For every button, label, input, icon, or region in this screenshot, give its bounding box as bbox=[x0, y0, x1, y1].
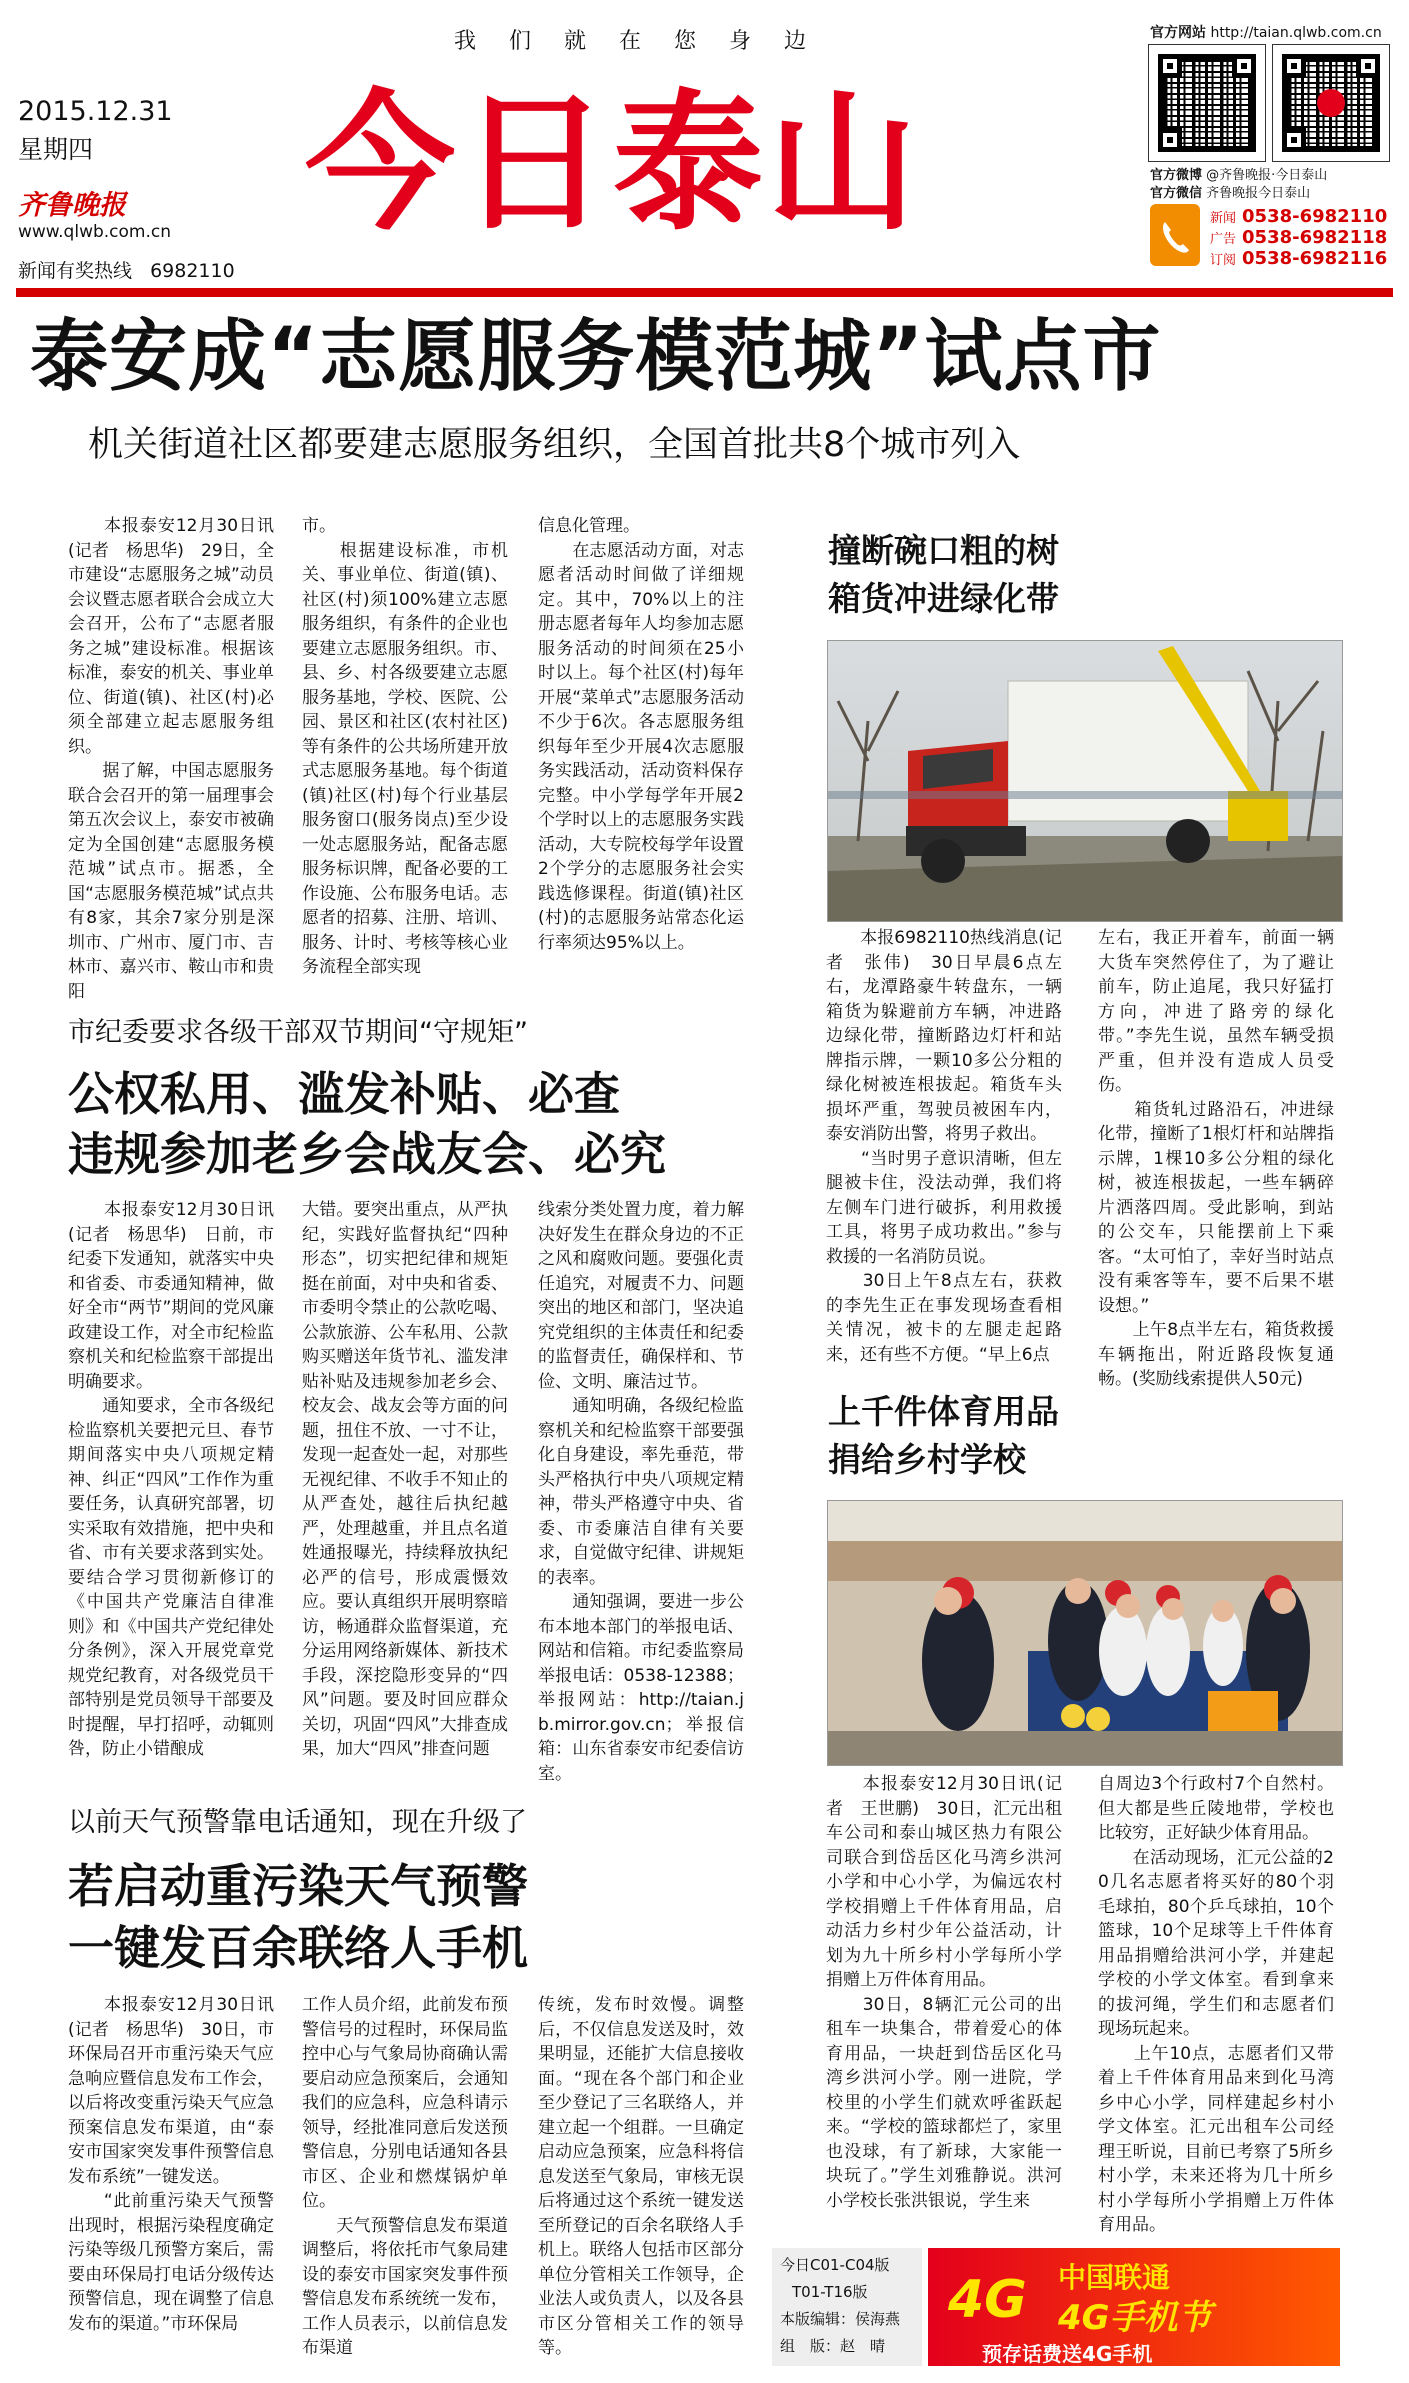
phone-list bbox=[1210, 207, 1387, 270]
discipline-column-3: 线索分类处置力度，着力解决好发生在群众身边的不正之风和腐败问题。要强化责任追究，对履责不力、问题突出的地区和部门，坚决追究党组织的主体责任和纪委的监督责任，确保样和、节俭、文明、廉洁过节。 通知明确，各级纪检监察机关和纪检监察干部要强化自身建设，率先垂范，带头严格执行中央八项规定精神，带头严格遵守中央、省委、市委廉洁自律有关要求，自觉做守纪律、讲规矩的表率。 通知强调，要进一步公布本地本部门的举报电话、网站和信箱。市纪委监察局举报电话：0538-12388；举报网站：http://taian.jb.mirror.gov.cn；举报信箱：山东省泰安市纪委信访室。 bbox=[538, 1200, 744, 1784]
weather-column-2: 工作人员介绍，此前发布预警信号的过程时，环保局监控中心与气象局协商确认需要启动应急预案后，会通知我们的应急科，应急科请示领导，经批准同意后发送预警信息，分别电话通知各县市区、企业和燃煤锅炉单位。 天气预警信息发布渠道调整后，将依托市气象局建设的泰安市国家突发事件预警信息发布系统统一发布，工作人员表示，以前信息发布渠道 bbox=[302, 1995, 508, 2358]
sports-column-1: 本报泰安12月30日讯(记者 王世鹏) 30日，汇元出租车公司和泰山城区热力有限公司联合到岱岳区化马湾乡洪河小学和中心小学，为偏远农村学校捐赠上千件体育用品，启动活力乡村少年公益活动，计划为九十所乡村小学每所小学捐赠上万件体育用品。 30日，8辆汇元公司的出租车一块集合，带着爱心的体育用品，一块赶到岱岳区化马湾乡洪河小学。刚一进院，学校里的小学生们就欢呼雀跃起来。“学校的篮球都烂了，家里也没球，有了新球，大家能一块玩了。”学生刘雅静说。洪河小学校长张洪银说，学生来 bbox=[826, 1774, 1062, 2211]
unicom-ad[interactable] bbox=[928, 2248, 1340, 2366]
ad-sub-text: 预存话费送4G手机 bbox=[982, 2342, 1153, 2366]
weather-column-3: 传统，发布时效慢。调整后，不仅信息发送及时，效果明显，还能扩大信息接收面。“现在各个部门和企业至少登记了三名联络人，并建立起一个组群。一旦确定启动应急预案，应急科将信息发送至气象局，审核无误后将通过这个系统一键发送至所登记的百余名联络人手机上。联络人包括市区部分单位分管相关工作领导，企业法人或负责人，以及各县市区分管相关工作的领导等。 bbox=[538, 1995, 744, 2358]
truck-column-2: 左右，我正开着车，前面一辆大货车突然停住了，为了避让前车，防止追尾，我只好猛打方向，冲进了路旁的绿化带。”李先生说，虽然车辆受损严重，但并没有造成人员受伤。 箱货轧过路沿石，冲进绿化带，撞断了1根灯杆和站牌指示牌，1棵10多公分粗的绿化树，被连根拔起，一些车辆碎片洒落四周。受此影响，到站的公交车，只能摆前上下乘客。“太可怕了，幸好当时站点没有乘客等车，要不后果不堪设想。” 上午8点半左右，箱货救援车辆拖出，附近路段恢复通畅。(奖励线索提供人50元) bbox=[1098, 928, 1334, 1389]
weather-headline-1: 若启动重污染天气预警 bbox=[68, 1859, 528, 1913]
qr-code-left bbox=[1148, 44, 1266, 162]
lead-column-2: 市。 根据建设标准，市机关、事业单位、街道(镇)、社区(村)须100%建立志愿服务组织，有条件的企业也要建立志愿服务组织。市、县、乡、村各级要建立志愿服务基地，学校、医院、公园、景区和社区(农村社区)等有条件的公共场所建开放式志愿服务基地。每个街道(镇)社区(村)每个行业基层服务窗口(服务岗点)至少设一处志愿服务站，配备志愿服务标识牌，配备必要的工作设施、公布服务电话。志愿者的招募、注册、培训、服务、计时、考核等核心业务流程全部实现 bbox=[302, 516, 508, 977]
truck-column-1: 本报6982110热线消息(记者 张伟) 30日早晨6点左右，龙潭路豪牛转盘东，一辆箱货为躲避前方车辆，冲进路边绿化带，撞断路边灯杆和站牌指示牌，一颗10多公分粗的绿化树被连根拔起。箱货车头损坏严重，驾驶员被困车内，泰安消防出警，将男子救出。 “当时男子意识清晰，但左腿被卡住，没法动弹，我们将左侧车门进行破拆，利用救援工具，将男子成功救出。”参与救援的一名消防员说。 30日上午8点左右，获救的李先生正在事发现场查看相关情况，被卡的左腿走起路来，还有些不方便。“早上6点 bbox=[826, 928, 1062, 1365]
official-site-url[interactable]: http://taian.qlwb.com.cn bbox=[1210, 25, 1382, 41]
date: 2015.12.31 bbox=[18, 96, 173, 127]
weekday: 星期四 bbox=[18, 135, 94, 164]
weibo-line bbox=[1150, 164, 1327, 183]
weixin-value: 齐鲁晚报今日泰山 bbox=[1206, 186, 1311, 201]
sports-column-2: 自周边3个行政村7个自然村。但大都是些丘陵地带，学校也比较穷，正好缺少体育用品。 在活动现场，汇元公益的20几名志愿者将买好的80个羽毛球拍，80个乒乓球拍，10个篮球，10个足球等上千件体育用品捐赠给洪河小学，并建起学校的小学文体室。看到拿来的拔河绳，学生们和志愿者们现场玩起来。 上午10点，志愿者们又带着上千件体育用品来到化马湾乡中心小学，同样建起乡村小学文体室。汇元出租车公司经理王昕说，目前已考察了5所乡村小学，未来还将为几十所乡村小学每所小学捐赠上万件体育用品。 bbox=[1098, 1774, 1334, 2235]
ad-4g-logo: 4G bbox=[948, 2270, 1027, 2330]
slogan: 我们就在您身边 bbox=[454, 29, 840, 54]
phone-row: 广告 0538-6982118 bbox=[1210, 227, 1388, 248]
truck-photo bbox=[827, 640, 1343, 922]
discipline-headline-2: 违规参加老乡会战友会、必究 bbox=[68, 1127, 666, 1181]
ad-big-text: 4G手机节 bbox=[1058, 2298, 1212, 2338]
edition-editor: 本版编辑：侯海燕 bbox=[780, 2310, 901, 2328]
paper-logo: 齐鲁晚报 bbox=[18, 190, 126, 221]
website: www.qlwb.com.cn bbox=[18, 222, 171, 242]
truck-headline-2: 箱货冲进绿化带 bbox=[828, 579, 1059, 618]
sports-photo bbox=[827, 1500, 1343, 1766]
edition-box bbox=[772, 2248, 922, 2366]
lead-column-3: 信息化管理。 在志愿活动方面，对志愿者活动时间做了详细规定。其中，70%以上的注册志愿者每年人均参加志愿服务活动的时间须在25小时以上。每个社区(村)每年开展“菜单式”志愿服务活动不少于6次。各志愿服务组织每年至少开展4次志愿服务实践活动，活动资料保存完整。中小学每学年开展2个学时以上的志愿服务实践活动，大专院校每学年设置2个学分的志愿服务社会实践选修课程。街道(镇)社区(村)的志愿服务站常态化运行率须达95%以上。 bbox=[538, 516, 744, 953]
masthead: 今日泰山 bbox=[305, 75, 922, 251]
phone-row: 新闻 0538-6982110 bbox=[1210, 206, 1388, 227]
discipline-kicker: 市纪委要求各级干部双节期间“守规矩” bbox=[68, 1017, 528, 1048]
weather-kicker: 以前天气预警靠电话通知，现在升级了 bbox=[68, 1807, 527, 1838]
sports-headline-2: 捐给乡村学校 bbox=[828, 1440, 1026, 1479]
official-site bbox=[1150, 22, 1382, 42]
hotline-number: 6982110 bbox=[150, 260, 235, 282]
edition-t: T01-T16版 bbox=[792, 2283, 868, 2301]
edition-checker: 组 版：赵 晴 bbox=[780, 2337, 886, 2355]
discipline-column-2: 大错。要突出重点，从严执纪，实践好监督执纪“四种形态”，切实把纪律和规矩挺在前面，对中央和省委、市委明令禁止的公款吃喝、公款旅游、公车私用、公款购买赠送年货节礼、滥发津贴补贴及违规参加老乡会、校友会、战友会等方面的问题，扭住不放、一寸不让，发现一起查处一起，对那些无视纪律、不收手不知止的从严查处，越往后执纪越严，处理越重，并且点名道姓通报曝光，持续释放执纪必严的信号，形成震慑效应。要认真组织开展明察暗访，畅通群众监督渠道，充分运用网络新媒体、新技术手段，深挖隐形变异的“四风”问题。要及时回应群众关切，巩固“四风”大排查成果，加大“四风”排查问题 bbox=[302, 1200, 508, 1759]
weather-column-1: 本报泰安12月30日讯(记者 杨思华) 30日，市环保局召开市重污染天气应急响应暨信息发布工作会，以后将改变重污染天气应急预案信息发布渠道，由“泰安市国家突发事件预警信息发布系统”一键发送。 “此前重污染天气预警出现时，根据污染程度确定污染等级几预警方案后，需要由环保局打电话分级传达预警信息，现在调整了信息发布的渠道。”市环保局 bbox=[68, 1995, 274, 2334]
lead-subhead: 机关街道社区都要建志愿服务组织，全国首批共8个城市列入 bbox=[88, 425, 1021, 465]
hotline bbox=[18, 256, 235, 283]
phone-icon bbox=[1150, 204, 1200, 266]
phone-row: 订阅 0538-6982116 bbox=[1210, 248, 1388, 269]
qr-logo-icon bbox=[1317, 89, 1345, 117]
sports-headline-1: 上千件体育用品 bbox=[828, 1392, 1059, 1431]
weibo-value: @齐鲁晚报·今日泰山 bbox=[1206, 168, 1328, 183]
lead-headline: 泰安成“志愿服务模范城”试点市 bbox=[30, 312, 1162, 402]
weixin-label: 官方微信 bbox=[1150, 186, 1203, 201]
weixin-line bbox=[1150, 182, 1310, 201]
edition-today: 今日C01-C04版 bbox=[780, 2256, 890, 2274]
weather-headline-2: 一键发百余联络人手机 bbox=[68, 1921, 528, 1975]
lead-column-1: 本报泰安12月30日讯(记者 杨思华) 29日，全市建设“志愿服务之城”动员会议暨志愿者联合会成立大会召开，公布了“志愿者服务之城”建设标准。根据该标准，泰安的机关、事业单位、街道(镇)、社区(村)必须全部建立起志愿服务组织。 据了解，中国志愿服务联合会召开的第一届理事会第五次会议上，泰安市被确定为全国创建“志愿服务模范城”试点市。据悉，全国“志愿服务模范城”试点共有8家，其余7家分别是深圳市、广州市、厦门市、吉林市、嘉兴市、鞍山市和贵阳 bbox=[68, 516, 274, 1002]
qr-code-right bbox=[1272, 44, 1390, 162]
header-rule bbox=[16, 288, 1393, 297]
truck-headline-1: 撞断碗口粗的树 bbox=[828, 531, 1059, 570]
official-site-label: 官方网站 bbox=[1150, 25, 1206, 41]
hotline-label: 新闻有奖热线 bbox=[18, 260, 133, 282]
weibo-label: 官方微博 bbox=[1150, 168, 1203, 183]
discipline-column-1: 本报泰安12月30日讯(记者 杨思华) 日前，市纪委下发通知，就落实中央和省委、市委通知精神，做好全市“两节”期间的党风廉政建设工作，对全市纪检监察机关和纪检监察干部提出明确要求。 通知要求，全市各级纪检监察机关要把元旦、春节期间落实中央八项规定精神、纠正“四风”工作作为重要任务，认真研究部署，切实采取有效措施，把中央和省、市有关要求落到实处。要结合学习贯彻新修订的《中国共产党廉洁自律准则》和《中国共产党纪律处分条例》，深入开展党章党规党纪教育，对各级党员干部特别是党员领导干部要及时提醒，早打招呼，动辄则咎，防止小错酿成 bbox=[68, 1200, 274, 1759]
ad-brand: 中国联通 bbox=[1058, 2261, 1171, 2294]
discipline-headline-1: 公权私用、滥发补贴、必查 bbox=[68, 1067, 620, 1121]
